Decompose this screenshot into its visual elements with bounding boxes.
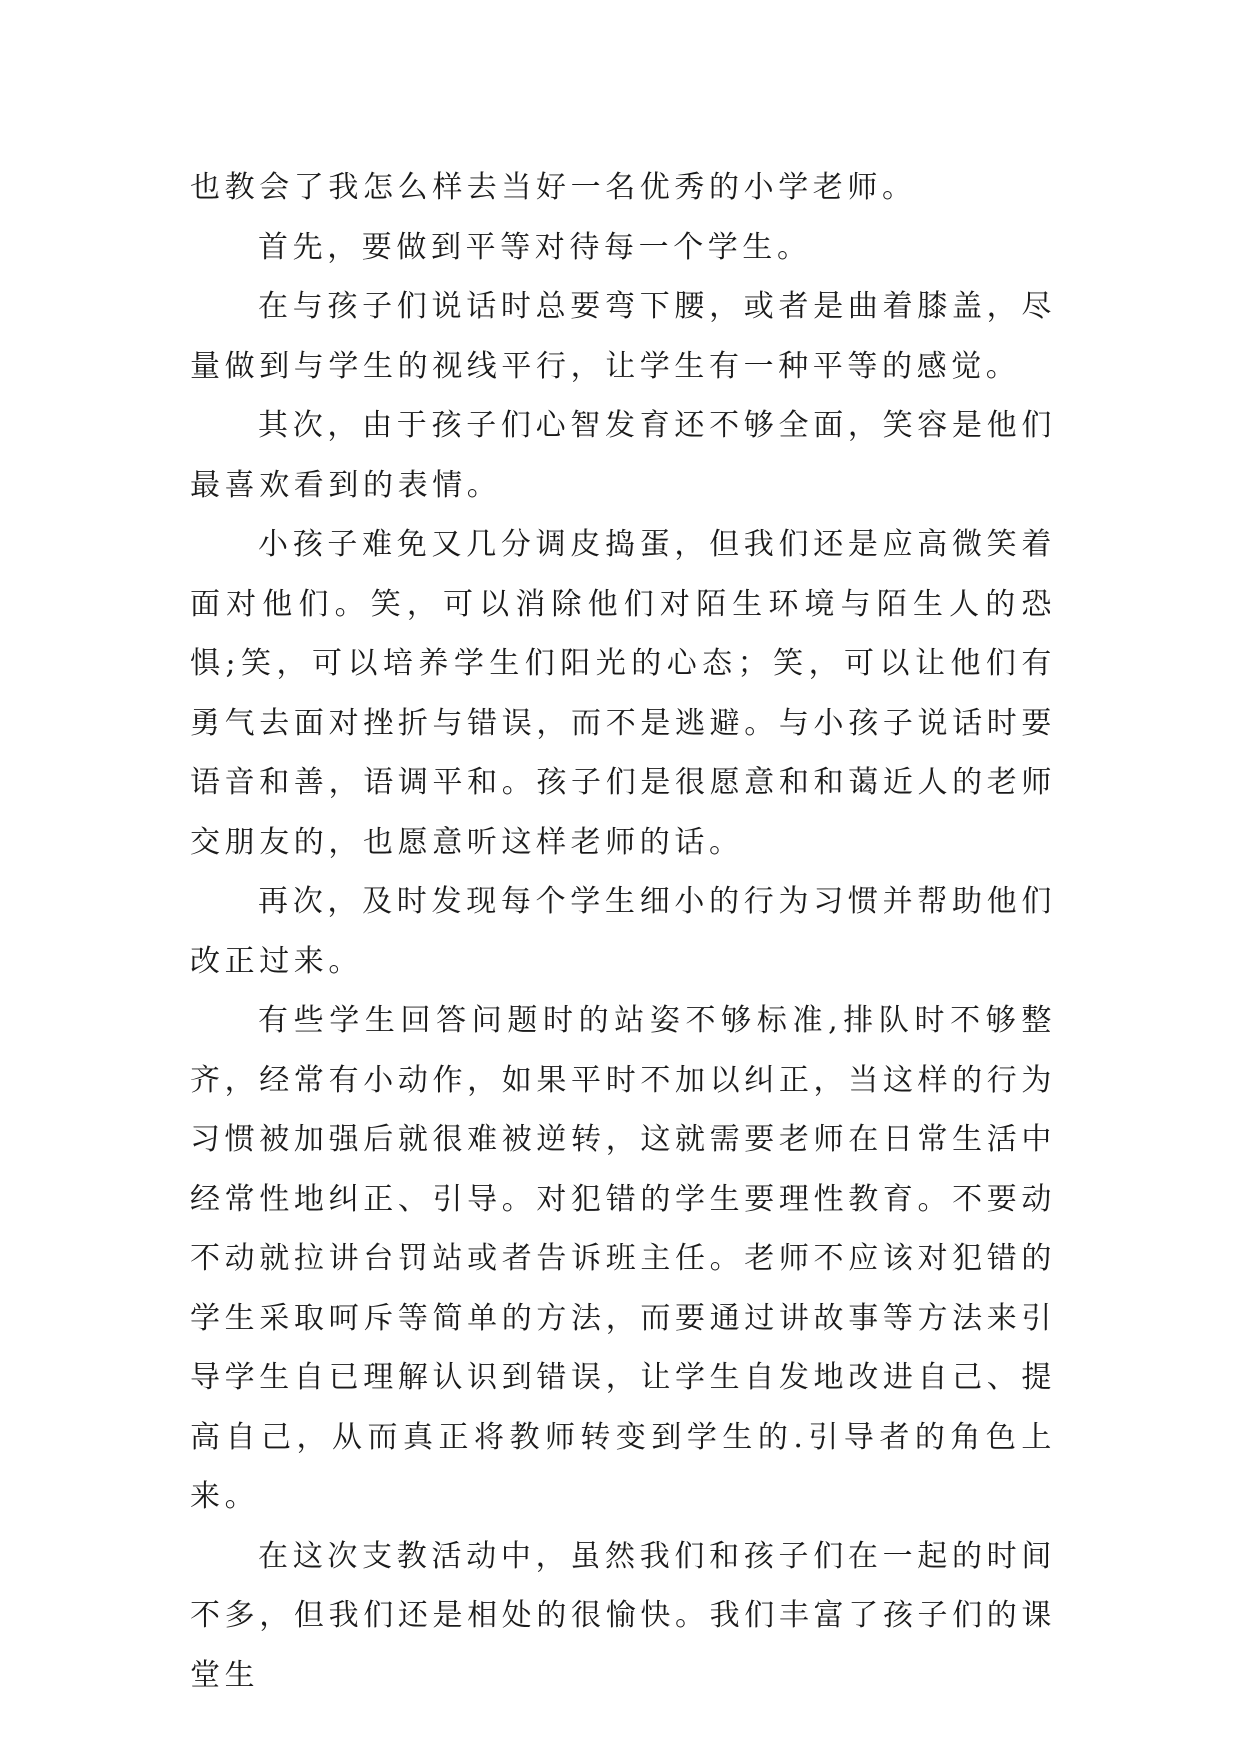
paragraph-4: 其次，由于孩子们心智发育还不够全面，笑容是他们最喜欢看到的表情。 [190,408,1056,503]
paragraph-5: 小孩子难免又几分调皮捣蛋，但我们还是应高微笑着面对他们。笑，可以消除他们对陌生环境与陌生人的恐惧;笑，可以培养学生们阳光的心态；笑，可以让他们有勇气去面对挫折与错误，而不是逃避。与小孩子说话时要语音和善，语调平和。孩子们是很愿意和和蔼近人的老师交朋友的，也愿意听这样老师的话。 [190,527,1056,860]
paragraph-7: 有些学生回答问题时的站姿不够标准,排队时不够整齐，经常有小动作，如果平时不加以纠正，当这样的行为习惯被加强后就很难被逆转，这就需要老师在日常生活中经常性地纠正、引导。对犯错的学生要理性教育。不要动不动就拉讲台罚站或者告诉班主任。老师不应该对犯错的学生采取呵斥等简单的方法，而要通过讲故事等方法来引导学生自已理解认识到错误，让学生自发地改进自己、提高自己，从而真正将教师转变到学生的.引导者的角色上来。 [190,1003,1056,1514]
document-body [190,158,1056,1705]
paragraph-8: 在这次支教活动中，虽然我们和孩子们在一起的时间不多，但我们还是相处的很愉快。我们丰富了孩子们的课堂生 [190,1538,1056,1693]
paragraph-1: 也教会了我怎么样去当好一名优秀的小学老师。 [190,170,917,205]
paragraph-6: 再次，及时发现每个学生细小的行为习惯并帮助他们改正过来。 [190,884,1056,979]
paragraph-3: 在与孩子们说话时总要弯下腰，或者是曲着膝盖，尽量做到与学生的视线平行，让学生有一种平等的感觉。 [190,289,1056,384]
paragraph-2: 首先，要做到平等对待每一个学生。 [258,229,812,265]
